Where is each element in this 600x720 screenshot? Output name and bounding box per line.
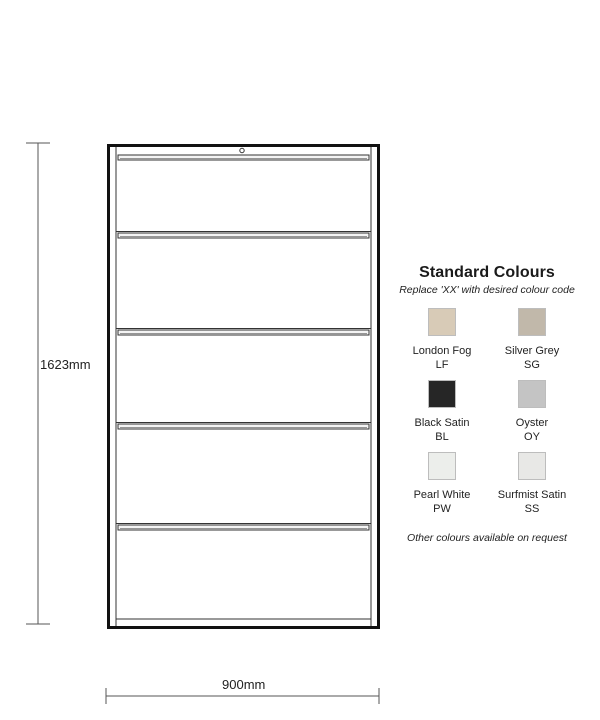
- width-dimension-label: 900mm: [222, 677, 266, 692]
- height-dimension-line: [26, 143, 50, 624]
- swatch-name: Surfmist Satin: [497, 489, 567, 501]
- swatch-code: SG: [524, 359, 540, 371]
- swatch-oyster: [518, 380, 546, 408]
- lock-icon: [240, 148, 244, 152]
- swatch-silver-grey: [518, 308, 546, 336]
- swatch-name: London Fog: [412, 345, 472, 357]
- colour-option-black-satin: [397, 380, 487, 444]
- cabinet-body: [109, 146, 379, 628]
- swatch-name: Oyster: [515, 417, 549, 429]
- colour-option-surfmist-satin: [487, 452, 577, 516]
- swatch-name: Black Satin: [414, 417, 470, 429]
- swatch-grid: [397, 308, 577, 516]
- drawer-handle: [118, 155, 369, 160]
- swatch-code: OY: [524, 431, 540, 443]
- colour-option-oyster: [487, 380, 577, 444]
- colour-option-london-fog: [397, 308, 487, 372]
- colour-option-silver-grey: [487, 308, 577, 372]
- swatch-surfmist-satin: [518, 452, 546, 480]
- colours-title: Standard Colours: [419, 264, 555, 281]
- swatch-code: LF: [435, 359, 449, 371]
- swatch-code: SS: [524, 503, 540, 515]
- colour-option-pearl-white: [397, 452, 487, 516]
- swatch-name: Pearl White: [413, 489, 471, 501]
- standard-colours-panel: [397, 264, 577, 544]
- swatch-black-satin: [428, 380, 456, 408]
- swatch-london-fog: [428, 308, 456, 336]
- height-dimension-label: 1623mm: [40, 357, 91, 372]
- swatch-pearl-white: [428, 452, 456, 480]
- colours-subtitle: Replace 'XX' with desired colour code: [399, 284, 575, 296]
- colours-note: Other colours available on request: [407, 532, 567, 544]
- swatch-name: Silver Grey: [504, 345, 560, 357]
- swatch-code: PW: [433, 503, 451, 515]
- swatch-code: BL: [435, 431, 449, 443]
